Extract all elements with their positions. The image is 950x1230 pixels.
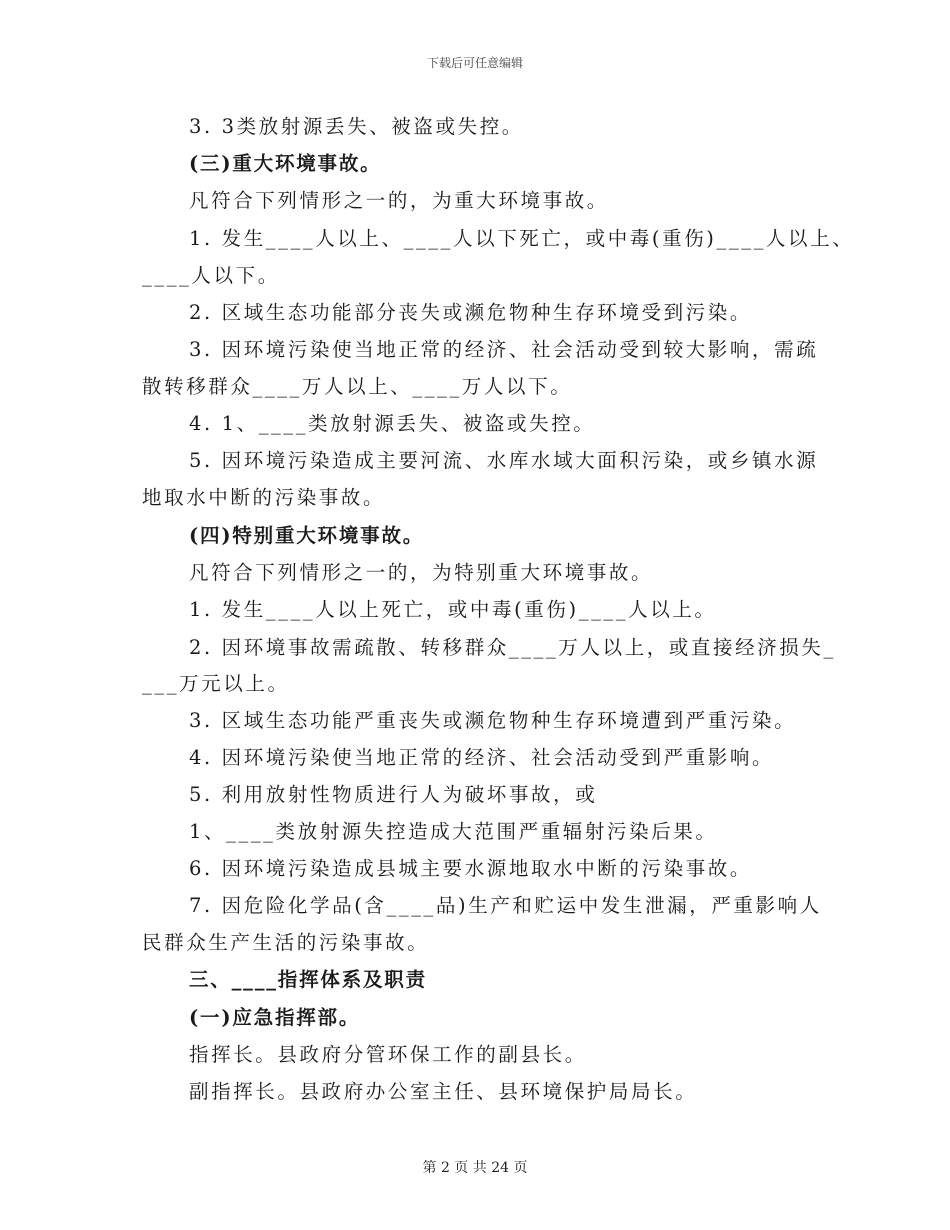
- list-item: 5. 因环境污染造成主要河流、水库水域大面积污染，或乡镇水源: [189, 449, 819, 472]
- list-item: 1、____类放射源失控造成大范围严重辐射污染后果。: [189, 820, 718, 843]
- list-item: 1. 发生____人以上、____人以下死亡，或中毒(重伤)____人以上、: [189, 227, 855, 250]
- page-footer: 第 2 页 共 24 页: [422, 1160, 528, 1176]
- list-item: 6. 因环境污染造成县城主要水源地取水中断的污染事故。: [189, 857, 753, 880]
- list-item: 3. 因环境污染使当地正常的经济、社会活动受到较大影响，需疏: [189, 338, 819, 361]
- page-header: 下载后可任意编辑: [426, 56, 523, 70]
- section-heading: (三)重大环境事故。: [189, 152, 382, 175]
- list-item: 5. 利用放射性物质进行人为破坏事故，或: [189, 783, 598, 806]
- list-item: 2. 因环境事故需疏散、转移群众____万人以上，或直接经济损失_: [189, 636, 836, 659]
- chapter-heading: 三、____指挥体系及职责: [189, 968, 427, 991]
- list-item: 2. 区域生态功能部分丧失或濒危物种生存环境受到污染。: [189, 301, 753, 324]
- list-item: 3. 3类放射源丢失、被盗或失控。: [189, 115, 524, 138]
- section-heading: (一)应急指挥部。: [189, 1006, 361, 1029]
- paragraph: 指挥长。县政府分管环保工作的副县长。: [189, 1043, 587, 1066]
- list-item: 4. 因环境污染使当地正常的经济、社会活动受到严重影响。: [189, 746, 775, 769]
- paragraph-continuation: 散转移群众____万人以上、____万人以下。: [142, 375, 573, 398]
- list-item: 7. 因危险化学品(含____品)生产和贮运中发生泄漏，严重影响人: [189, 894, 822, 917]
- list-item: 1. 发生____人以上死亡，或中毒(重伤)____人以上。: [189, 598, 717, 621]
- paragraph-continuation: ____人以下。: [142, 264, 280, 287]
- paragraph-continuation: 地取水中断的污染事故。: [142, 486, 386, 509]
- paragraph: 凡符合下列情形之一的，为重大环境事故。: [189, 189, 609, 212]
- list-item: 3. 区域生态功能严重丧失或濒危物种生存环境遭到严重污染。: [189, 709, 797, 732]
- paragraph-continuation: 民群众生产生活的污染事故。: [142, 931, 430, 954]
- section-heading: (四)特别重大环境事故。: [189, 524, 425, 547]
- paragraph: 副指挥长。县政府办公室主任、县环境保护局局长。: [189, 1080, 698, 1103]
- paragraph-continuation: ___万元以上。: [142, 672, 290, 695]
- list-item: 4. 1、____类放射源丢失、被盗或失控。: [189, 412, 596, 435]
- paragraph: 凡符合下列情形之一的，为特别重大环境事故。: [189, 561, 654, 584]
